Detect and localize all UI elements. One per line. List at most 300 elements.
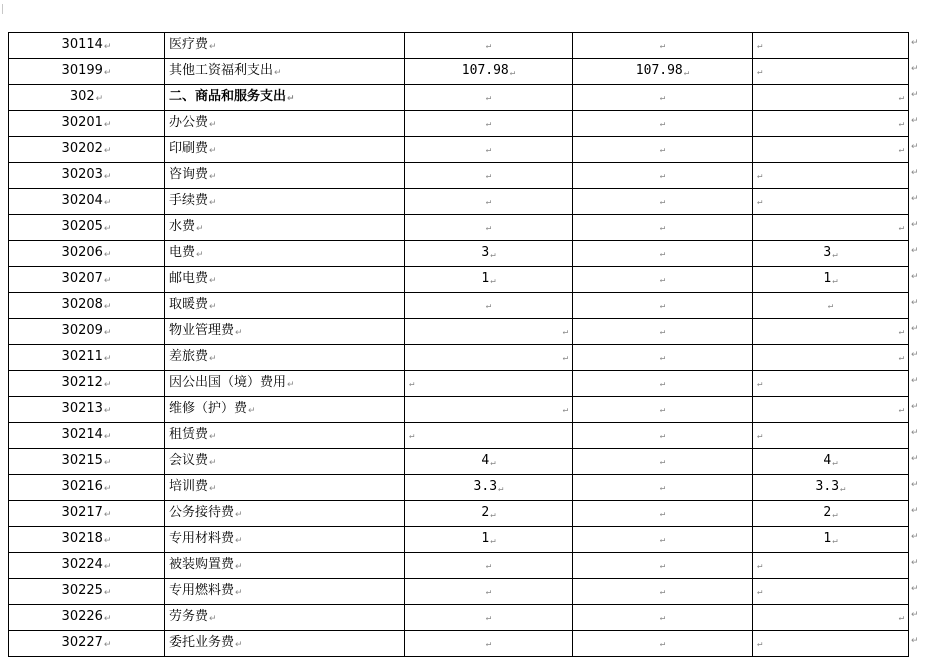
paragraph-mark-icon: ↵ — [659, 535, 666, 545]
table-row — [9, 137, 909, 163]
row-value-1 — [405, 345, 573, 371]
paragraph-mark-icon: ↵ — [832, 510, 838, 520]
row-code — [9, 345, 165, 371]
paragraph-mark-icon: ↵ — [103, 380, 112, 390]
row-value-3 — [753, 371, 909, 397]
paragraph-mark-icon: ↵ — [757, 41, 763, 51]
row-value-2 — [573, 33, 753, 59]
paragraph-mark-icon: ↵ — [898, 119, 904, 129]
row-value-1 — [405, 397, 573, 423]
paragraph-mark-icon: ↵ — [287, 380, 295, 390]
row-name-text: 水费 — [169, 219, 196, 234]
row-name-text: 办公费 — [169, 115, 209, 130]
paragraph-mark-icon: ↵ — [659, 639, 666, 649]
table-row — [9, 579, 909, 605]
row-value-2 — [573, 111, 753, 137]
row-code-text: 30225 — [61, 583, 103, 598]
table-row — [9, 475, 909, 501]
paragraph-mark-icon: ↵ — [196, 250, 204, 260]
row-value-1 — [405, 59, 573, 85]
row-value-2 — [573, 579, 753, 605]
row-end-mark-icon: ↵ — [911, 272, 919, 282]
row-value-2 — [573, 59, 753, 85]
row-value-1-text: 107.98 — [461, 63, 509, 78]
paragraph-mark-icon: ↵ — [485, 171, 492, 181]
row-name — [165, 137, 405, 163]
paragraph-mark-icon: ↵ — [196, 224, 204, 234]
row-value-1-text: 1 — [481, 531, 490, 546]
paragraph-mark-icon: ↵ — [274, 68, 282, 78]
row-value-1 — [405, 215, 573, 241]
paragraph-mark-icon: ↵ — [490, 458, 496, 468]
row-value-2 — [573, 605, 753, 631]
row-value-1-text: 4 — [481, 453, 490, 468]
row-value-3-text: 3 — [823, 245, 832, 260]
row-name — [165, 33, 405, 59]
row-end-mark-icon: ↵ — [911, 584, 919, 594]
row-value-1 — [405, 371, 573, 397]
row-value-1 — [405, 553, 573, 579]
paragraph-mark-icon: ↵ — [103, 42, 112, 52]
paragraph-mark-icon: ↵ — [103, 588, 112, 598]
paragraph-mark-icon: ↵ — [898, 223, 904, 233]
paragraph-mark-icon: ↵ — [103, 224, 112, 234]
row-end-mark-icon: ↵ — [911, 428, 919, 438]
row-value-1-text: 2 — [481, 505, 490, 520]
row-value-1 — [405, 137, 573, 163]
table-row — [9, 189, 909, 215]
row-value-3 — [753, 527, 909, 553]
paragraph-mark-icon: ↵ — [103, 120, 112, 130]
row-value-3 — [753, 449, 909, 475]
row-end-mark-icon: ↵ — [911, 220, 919, 230]
row-code — [9, 319, 165, 345]
table-row — [9, 267, 909, 293]
row-name — [165, 449, 405, 475]
row-name-text: 取暖费 — [169, 297, 209, 312]
row-value-3 — [753, 423, 909, 449]
row-code-text: 30226 — [61, 609, 103, 624]
row-value-2 — [573, 163, 753, 189]
row-value-2 — [573, 319, 753, 345]
row-value-2 — [573, 449, 753, 475]
table-row — [9, 215, 909, 241]
row-code — [9, 501, 165, 527]
row-value-1 — [405, 267, 573, 293]
paragraph-mark-icon: ↵ — [562, 327, 568, 337]
paragraph-mark-icon: ↵ — [409, 379, 415, 389]
paragraph-mark-icon: ↵ — [659, 457, 666, 467]
row-code — [9, 59, 165, 85]
row-name-text: 公务接待费 — [169, 505, 235, 520]
table-row — [9, 85, 909, 111]
paragraph-mark-icon: ↵ — [209, 198, 217, 208]
row-value-3 — [753, 319, 909, 345]
table-row — [9, 397, 909, 423]
page-corner-mark — [2, 4, 3, 14]
paragraph-mark-icon: ↵ — [103, 302, 112, 312]
table-row — [9, 163, 909, 189]
paragraph-mark-icon: ↵ — [485, 639, 492, 649]
row-code — [9, 553, 165, 579]
paragraph-mark-icon: ↵ — [103, 614, 112, 624]
row-value-3-text: 1 — [823, 271, 832, 286]
row-value-2 — [573, 501, 753, 527]
row-value-2 — [573, 267, 753, 293]
row-end-mark-icon: ↵ — [911, 142, 919, 152]
row-code-text: 30217 — [61, 505, 103, 520]
row-value-2 — [573, 553, 753, 579]
row-name-text: 邮电费 — [169, 271, 209, 286]
row-code — [9, 267, 165, 293]
row-end-mark-icon: ↵ — [911, 38, 919, 48]
paragraph-mark-icon: ↵ — [485, 561, 492, 571]
row-value-1 — [405, 527, 573, 553]
paragraph-mark-icon: ↵ — [209, 484, 217, 494]
row-code — [9, 241, 165, 267]
row-code-text: 30202 — [61, 141, 103, 156]
row-name-text: 差旅费 — [169, 349, 209, 364]
row-value-1 — [405, 475, 573, 501]
paragraph-mark-icon: ↵ — [832, 458, 838, 468]
paragraph-mark-icon: ↵ — [485, 93, 492, 103]
row-code — [9, 189, 165, 215]
row-name — [165, 59, 405, 85]
row-value-1 — [405, 85, 573, 111]
row-code-text: 30114 — [61, 37, 103, 52]
row-name — [165, 527, 405, 553]
paragraph-mark-icon: ↵ — [757, 67, 763, 77]
row-code — [9, 397, 165, 423]
row-name-text: 租赁费 — [169, 427, 209, 442]
row-value-3 — [753, 475, 909, 501]
row-value-1 — [405, 449, 573, 475]
budget-table-body — [9, 33, 909, 657]
table-row — [9, 501, 909, 527]
row-value-1 — [405, 111, 573, 137]
row-value-2 — [573, 631, 753, 657]
table-row — [9, 527, 909, 553]
row-name-text: 咨询费 — [169, 167, 209, 182]
row-name — [165, 189, 405, 215]
table-row — [9, 33, 909, 59]
table-row — [9, 111, 909, 137]
row-name — [165, 111, 405, 137]
row-name-text: 医疗费 — [169, 37, 209, 52]
row-name — [165, 631, 405, 657]
paragraph-mark-icon: ↵ — [485, 145, 492, 155]
paragraph-mark-icon: ↵ — [898, 353, 904, 363]
paragraph-mark-icon: ↵ — [832, 250, 838, 260]
paragraph-mark-icon: ↵ — [209, 432, 217, 442]
paragraph-mark-icon: ↵ — [248, 406, 256, 416]
row-value-2 — [573, 137, 753, 163]
row-name — [165, 501, 405, 527]
row-code-text: 30209 — [61, 323, 103, 338]
row-value-1 — [405, 423, 573, 449]
row-code-text: 30208 — [61, 297, 103, 312]
paragraph-mark-icon: ↵ — [209, 614, 217, 624]
row-name-text: 被装购置费 — [169, 557, 235, 572]
paragraph-mark-icon: ↵ — [103, 562, 112, 572]
paragraph-mark-icon: ↵ — [103, 406, 112, 416]
paragraph-mark-icon: ↵ — [103, 172, 112, 182]
row-value-2 — [573, 423, 753, 449]
row-value-3 — [753, 163, 909, 189]
row-name-text: 专用燃料费 — [169, 583, 235, 598]
row-end-mark-icon: ↵ — [911, 454, 919, 464]
paragraph-mark-icon: ↵ — [209, 146, 217, 156]
paragraph-mark-icon: ↵ — [103, 536, 112, 546]
paragraph-mark-icon: ↵ — [103, 484, 112, 494]
row-value-1 — [405, 293, 573, 319]
row-name — [165, 241, 405, 267]
row-end-mark-icon: ↵ — [911, 90, 919, 100]
row-code-text: 30199 — [61, 63, 103, 78]
paragraph-mark-icon: ↵ — [103, 276, 112, 286]
paragraph-mark-icon: ↵ — [562, 353, 568, 363]
row-name-text: 二、商品和服务支出 — [169, 89, 287, 104]
row-value-3 — [753, 553, 909, 579]
table-row — [9, 59, 909, 85]
paragraph-mark-icon: ↵ — [827, 301, 834, 311]
paragraph-mark-icon: ↵ — [659, 509, 666, 519]
row-end-mark-icon: ↵ — [911, 168, 919, 178]
paragraph-mark-icon: ↵ — [659, 171, 666, 181]
paragraph-mark-icon: ↵ — [840, 484, 846, 494]
paragraph-mark-icon: ↵ — [490, 510, 496, 520]
paragraph-mark-icon: ↵ — [659, 197, 666, 207]
paragraph-mark-icon: ↵ — [659, 561, 666, 571]
row-value-3 — [753, 345, 909, 371]
row-end-mark-icon: ↵ — [911, 376, 919, 386]
row-name — [165, 605, 405, 631]
row-name-text: 物业管理费 — [169, 323, 235, 338]
row-end-mark-icon: ↵ — [911, 116, 919, 126]
paragraph-mark-icon: ↵ — [287, 94, 295, 104]
row-code — [9, 137, 165, 163]
row-code-text: 30224 — [61, 557, 103, 572]
row-code — [9, 579, 165, 605]
row-name-text: 培训费 — [169, 479, 209, 494]
row-end-mark-icon: ↵ — [911, 194, 919, 204]
paragraph-mark-icon: ↵ — [485, 223, 492, 233]
row-code-text: 30207 — [61, 271, 103, 286]
paragraph-mark-icon: ↵ — [757, 379, 763, 389]
row-value-3 — [753, 501, 909, 527]
row-name-text: 手续费 — [169, 193, 209, 208]
paragraph-mark-icon: ↵ — [209, 458, 217, 468]
row-value-1-text: 1 — [481, 271, 490, 286]
paragraph-mark-icon: ↵ — [562, 405, 568, 415]
row-code-text: 302 — [69, 89, 95, 104]
paragraph-mark-icon: ↵ — [209, 354, 217, 364]
row-name-text: 维修（护）费 — [169, 401, 248, 416]
paragraph-mark-icon: ↵ — [659, 249, 666, 259]
row-end-mark-icon: ↵ — [911, 610, 919, 620]
row-value-3 — [753, 189, 909, 215]
paragraph-mark-icon: ↵ — [683, 68, 690, 78]
row-code — [9, 449, 165, 475]
row-value-3-text: 1 — [823, 531, 832, 546]
row-value-1 — [405, 501, 573, 527]
row-name — [165, 475, 405, 501]
row-value-1 — [405, 319, 573, 345]
paragraph-mark-icon: ↵ — [832, 536, 838, 546]
paragraph-mark-icon: ↵ — [659, 431, 666, 441]
paragraph-mark-icon: ↵ — [209, 120, 217, 130]
row-code — [9, 605, 165, 631]
row-name-text: 印刷费 — [169, 141, 209, 156]
table-row — [9, 241, 909, 267]
row-code-text: 30203 — [61, 167, 103, 182]
row-end-mark-icon: ↵ — [911, 532, 919, 542]
row-code — [9, 293, 165, 319]
row-value-3 — [753, 397, 909, 423]
row-end-mark-icon: ↵ — [911, 506, 919, 516]
paragraph-mark-icon: ↵ — [659, 275, 666, 285]
table-row — [9, 345, 909, 371]
table-row — [9, 423, 909, 449]
row-value-3-text: 2 — [823, 505, 832, 520]
row-value-1-text: 3.3 — [473, 479, 498, 494]
paragraph-mark-icon: ↵ — [832, 276, 838, 286]
paragraph-mark-icon: ↵ — [485, 197, 492, 207]
paragraph-mark-icon: ↵ — [95, 94, 104, 104]
row-value-2 — [573, 293, 753, 319]
table-row — [9, 371, 909, 397]
row-value-1 — [405, 33, 573, 59]
row-code — [9, 475, 165, 501]
paragraph-mark-icon: ↵ — [659, 353, 666, 363]
table-row — [9, 319, 909, 345]
table-row — [9, 631, 909, 657]
row-name-text: 会议费 — [169, 453, 209, 468]
row-end-mark-icon: ↵ — [911, 324, 919, 334]
paragraph-mark-icon: ↵ — [103, 458, 112, 468]
row-name — [165, 423, 405, 449]
paragraph-mark-icon: ↵ — [103, 250, 112, 260]
paragraph-mark-icon: ↵ — [659, 119, 666, 129]
row-code — [9, 111, 165, 137]
paragraph-mark-icon: ↵ — [659, 93, 666, 103]
row-name-text: 委托业务费 — [169, 635, 235, 650]
row-code-text: 30212 — [61, 375, 103, 390]
row-code — [9, 423, 165, 449]
row-name-text: 电费 — [169, 245, 196, 260]
row-value-2 — [573, 371, 753, 397]
paragraph-mark-icon: ↵ — [757, 197, 763, 207]
row-value-3 — [753, 215, 909, 241]
paragraph-mark-icon: ↵ — [659, 405, 666, 415]
row-name-text: 因公出国（境）费用 — [169, 375, 287, 390]
paragraph-mark-icon: ↵ — [659, 483, 666, 493]
paragraph-mark-icon: ↵ — [235, 562, 243, 572]
paragraph-mark-icon: ↵ — [485, 119, 492, 129]
row-code-text: 30213 — [61, 401, 103, 416]
paragraph-mark-icon: ↵ — [209, 276, 217, 286]
row-value-2 — [573, 241, 753, 267]
row-value-2 — [573, 475, 753, 501]
row-end-mark-icon: ↵ — [911, 402, 919, 412]
row-code-text: 30227 — [61, 635, 103, 650]
paragraph-mark-icon: ↵ — [898, 145, 904, 155]
paragraph-mark-icon: ↵ — [103, 510, 112, 520]
row-value-3 — [753, 111, 909, 137]
row-end-mark-icon: ↵ — [911, 480, 919, 490]
row-value-3 — [753, 605, 909, 631]
row-name-text: 其他工资福利支出 — [169, 63, 274, 78]
row-code-text: 30216 — [61, 479, 103, 494]
row-value-1-text: 3 — [481, 245, 490, 260]
paragraph-mark-icon: ↵ — [757, 639, 763, 649]
paragraph-mark-icon: ↵ — [209, 302, 217, 312]
paragraph-mark-icon: ↵ — [757, 431, 763, 441]
row-value-3-text: 3.3 — [815, 479, 840, 494]
row-name — [165, 397, 405, 423]
row-code-text: 30204 — [61, 193, 103, 208]
paragraph-mark-icon: ↵ — [485, 587, 492, 597]
row-end-mark-icon: ↵ — [911, 636, 919, 646]
row-name-text: 劳务费 — [169, 609, 209, 624]
row-code-text: 30211 — [61, 349, 103, 364]
row-code — [9, 163, 165, 189]
table-row — [9, 605, 909, 631]
row-value-1 — [405, 631, 573, 657]
paragraph-mark-icon: ↵ — [757, 561, 763, 571]
row-code — [9, 371, 165, 397]
row-end-mark-icon: ↵ — [911, 350, 919, 360]
row-name — [165, 371, 405, 397]
paragraph-mark-icon: ↵ — [209, 42, 217, 52]
paragraph-mark-icon: ↵ — [485, 613, 492, 623]
table-row — [9, 449, 909, 475]
paragraph-mark-icon: ↵ — [509, 68, 516, 78]
row-value-1 — [405, 241, 573, 267]
paragraph-mark-icon: ↵ — [235, 640, 243, 650]
paragraph-mark-icon: ↵ — [490, 276, 496, 286]
row-value-2 — [573, 345, 753, 371]
row-name-text: 专用材料费 — [169, 531, 235, 546]
paragraph-mark-icon: ↵ — [490, 536, 496, 546]
row-code-text: 30206 — [61, 245, 103, 260]
row-code — [9, 527, 165, 553]
row-code-text: 30214 — [61, 427, 103, 442]
paragraph-mark-icon: ↵ — [490, 250, 496, 260]
row-value-1 — [405, 605, 573, 631]
paragraph-mark-icon: ↵ — [659, 145, 666, 155]
row-value-1 — [405, 163, 573, 189]
row-end-mark-icon: ↵ — [911, 558, 919, 568]
table-row — [9, 293, 909, 319]
row-value-3 — [753, 267, 909, 293]
paragraph-mark-icon: ↵ — [498, 484, 504, 494]
row-name — [165, 579, 405, 605]
row-value-3 — [753, 579, 909, 605]
paragraph-mark-icon: ↵ — [103, 328, 112, 338]
row-value-2 — [573, 527, 753, 553]
row-value-3 — [753, 85, 909, 111]
row-value-2 — [573, 85, 753, 111]
budget-table — [8, 32, 909, 657]
paragraph-mark-icon: ↵ — [757, 587, 763, 597]
paragraph-mark-icon: ↵ — [235, 510, 243, 520]
paragraph-mark-icon: ↵ — [659, 41, 666, 51]
paragraph-mark-icon: ↵ — [103, 432, 112, 442]
row-value-3 — [753, 33, 909, 59]
row-name — [165, 163, 405, 189]
paragraph-mark-icon: ↵ — [659, 301, 666, 311]
